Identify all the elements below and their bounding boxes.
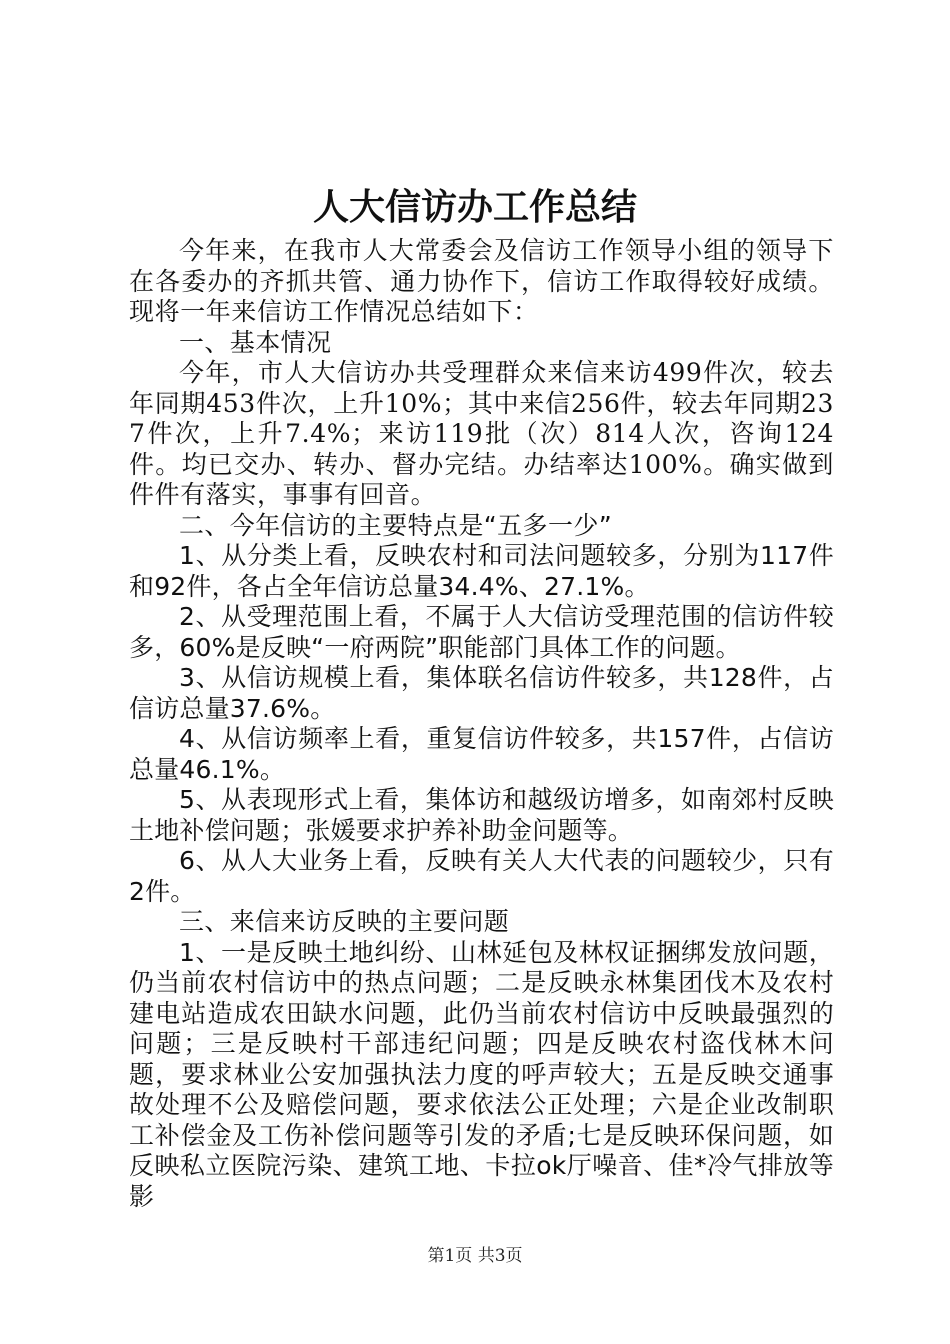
paragraph-basic-stats: 今年，市人大信访办共受理群众来信来访499件次，较去年同期453件次，上升10%；其中来信256件，较去年同期237件次，上升7.4%；来访119批（次）814人次，咨询124件。均已交办、转办、督办完结。办结率达100%。确实做到件件有落实，事事有回音。 [129,358,834,509]
list-item-feature-1: 1、从分类上看，反映农村和司法问题较多，分别为117件和92件，各占全年信访总量34.4%、27.1%。 [129,541,834,601]
list-item-issue-1: 1、一是反映土地纠纷、山林延包及林权证捆绑发放问题，仍当前农村信访中的热点问题；二是反映永林集团伐木及农村建电站造成农田缺水问题，此仍当前农村信访中反映最强烈的问题；三是反映村干部违纪问题；四是反映农村盗伐林木问题，要求林业公安加强执法力度的呼声较大；五是反映交通事故处理不公及赔偿问题，要求依法公正处理；六是企业改制职工补偿金及工伤补偿问题等引发的矛盾;七是反映环保问题，如反映私立医院污染、建筑工地、卡拉ok厅噪音、佳*冷气排放等影 [129,937,834,1211]
section-heading-features: 二、今年信访的主要特点是“五多一少” [179,510,613,540]
paragraph-intro: 今年来，在我市人大常委会及信访工作领导小组的领导下在各委办的齐抓共管、通力协作下，信访工作取得较好成绩。现将一年来信访工作情况总结如下： [129,236,834,326]
list-item-feature-6: 6、从人大业务上看，反映有关人大代表的问题较少，只有2件。 [129,846,834,906]
document-body [129,236,834,1212]
list-item-feature-2: 2、从受理范围上看，不属于人大信访受理范围的信访件较多，60%是反映“一府两院”职能部门具体工作的问题。 [129,602,834,662]
document-title: 人大信访办工作总结 [312,187,637,228]
list-item-feature-5: 5、从表现形式上看，集体访和越级访增多，如南郊村反映土地补偿问题；张媛要求护养补助金问题等。 [129,785,834,845]
section-heading-basic: 一、基本情况 [179,327,332,357]
list-item-feature-4: 4、从信访频率上看，重复信访件较多，共157件，占信访总量46.1%。 [129,724,834,784]
list-item-feature-3: 3、从信访规模上看，集体联名信访件较多，共128件，占信访总量37.6%。 [129,663,834,723]
page-footer: 第1页 共3页 [427,1246,523,1266]
section-heading-issues: 三、来信来访反映的主要问题 [179,907,510,936]
